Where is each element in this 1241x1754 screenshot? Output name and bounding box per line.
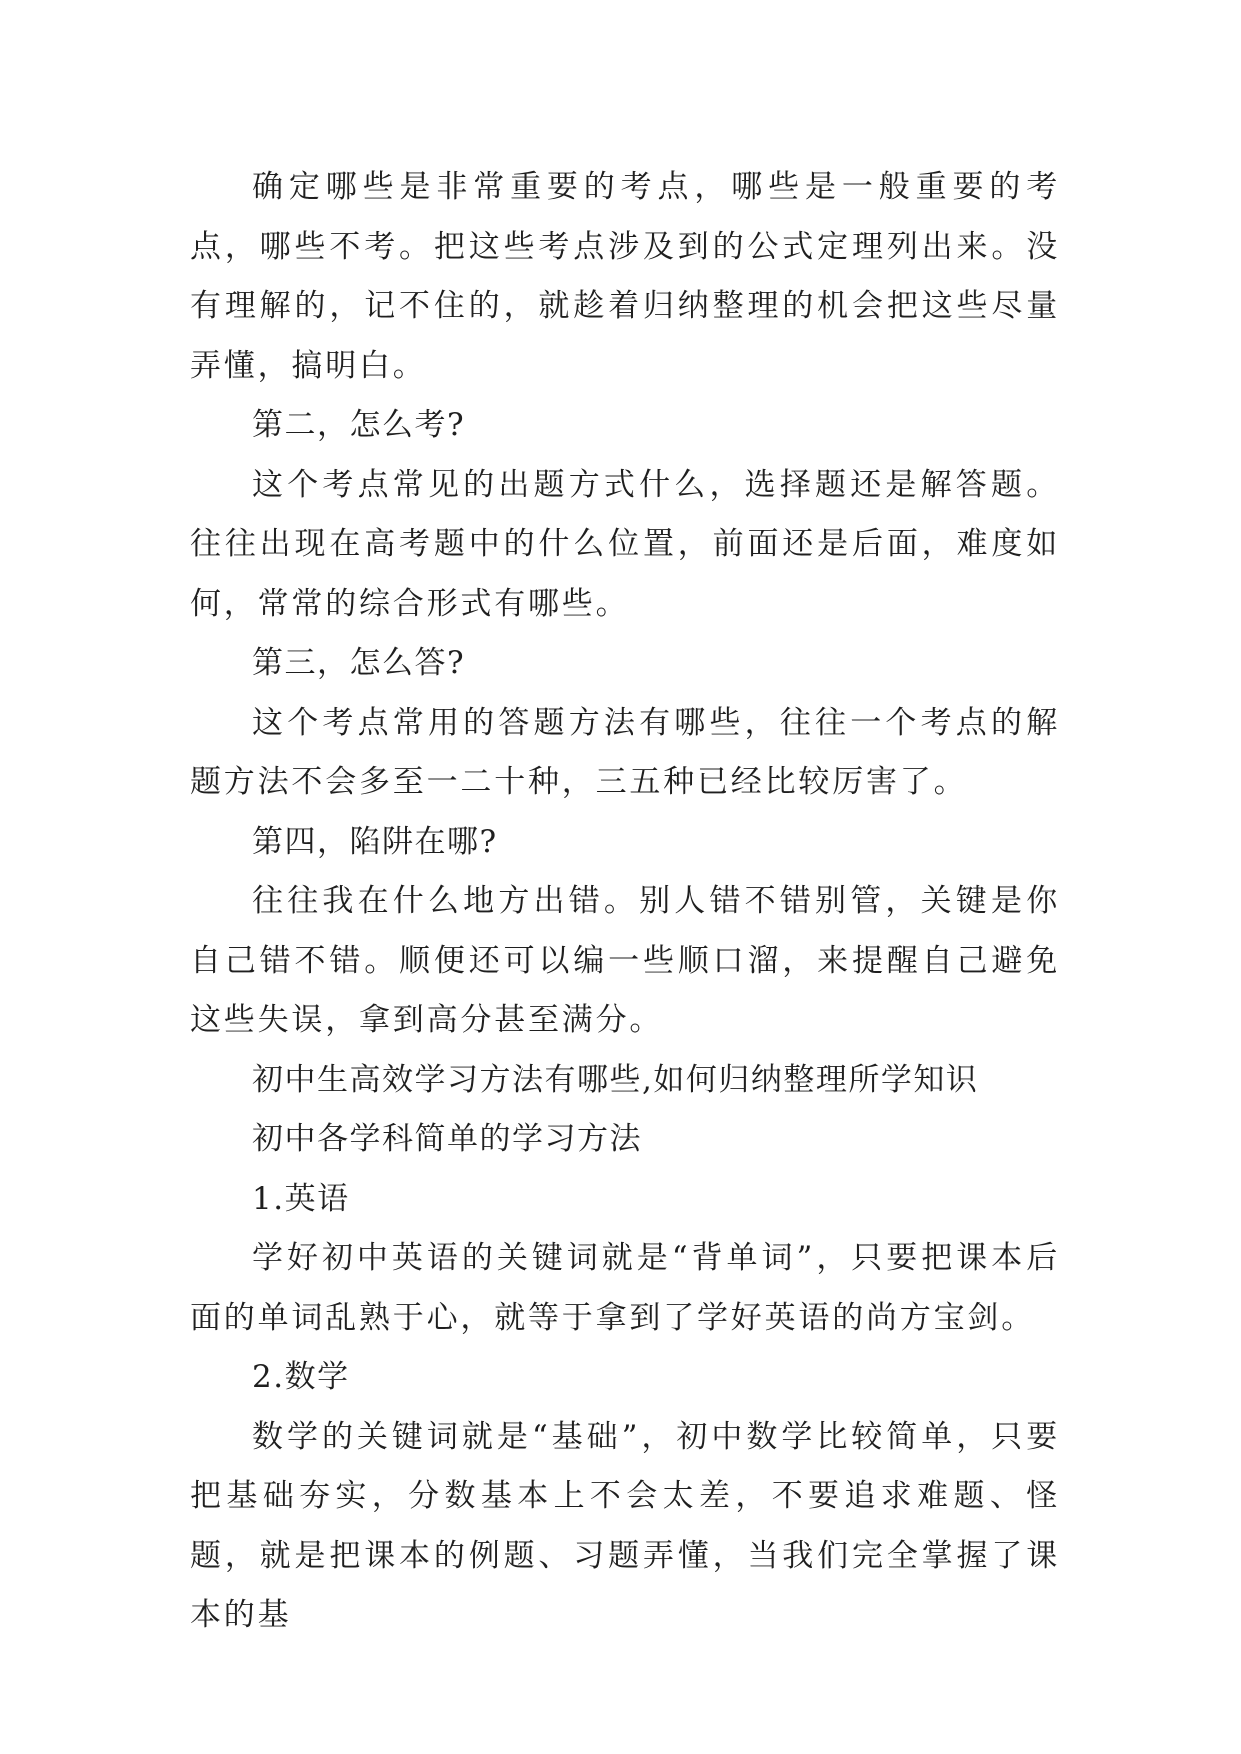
heading-math: 2.数学	[252, 1359, 350, 1395]
paragraph-question-types: 这个考点常见的出题方式什么，选择题还是解答题。往往出现在高考题中的什么位置，前面还是后面，难度如何，常常的综合形式有哪些。	[190, 466, 1060, 622]
paragraph-key-points: 确定哪些是非常重要的考点，哪些是一般重要的考点，哪些不考。把这些考点涉及到的公式定理列出来。没有理解的，记不住的，就趁着归纳整理的机会把这些尽量弄懂，搞明白。	[190, 169, 1060, 384]
heading-traps: 第四，陷阱在哪?	[252, 823, 498, 860]
paragraph-answer-methods: 这个考点常用的答题方法有哪些，往往一个考点的解题方法不会多至一二十种，三五种已经比较厉害了。	[190, 704, 1060, 800]
heading-subject-methods: 初中各学科简单的学习方法	[252, 1121, 642, 1157]
document-body	[190, 158, 1060, 1646]
paragraph-math: 数学的关键词就是“基础”，初中数学比较简单，只要把基础夯实，分数基本上不会太差，不要追求难题、怪题，就是把课本的例题、习题弄懂，当我们完全掌握了课本的基	[190, 1418, 1060, 1633]
heading-english: 1.英语	[252, 1180, 350, 1217]
paragraph-mistakes: 往往我在什么地方出错。别人错不错别管，关键是你自己错不错。顺便还可以编一些顺口溜，来提醒自己避免这些失误，拿到高分甚至满分。	[190, 883, 1060, 1038]
heading-how-tested: 第二，怎么考?	[252, 407, 466, 443]
heading-study-methods: 初中生高效学习方法有哪些,如何归纳整理所学知识	[252, 1061, 979, 1098]
heading-how-answer: 第三，怎么答?	[252, 645, 466, 681]
paragraph-english: 学好初中英语的关键词就是“背单词”，只要把课本后面的单词乱熟于心，就等于拿到了学好英语的尚方宝剑。	[190, 1240, 1060, 1336]
